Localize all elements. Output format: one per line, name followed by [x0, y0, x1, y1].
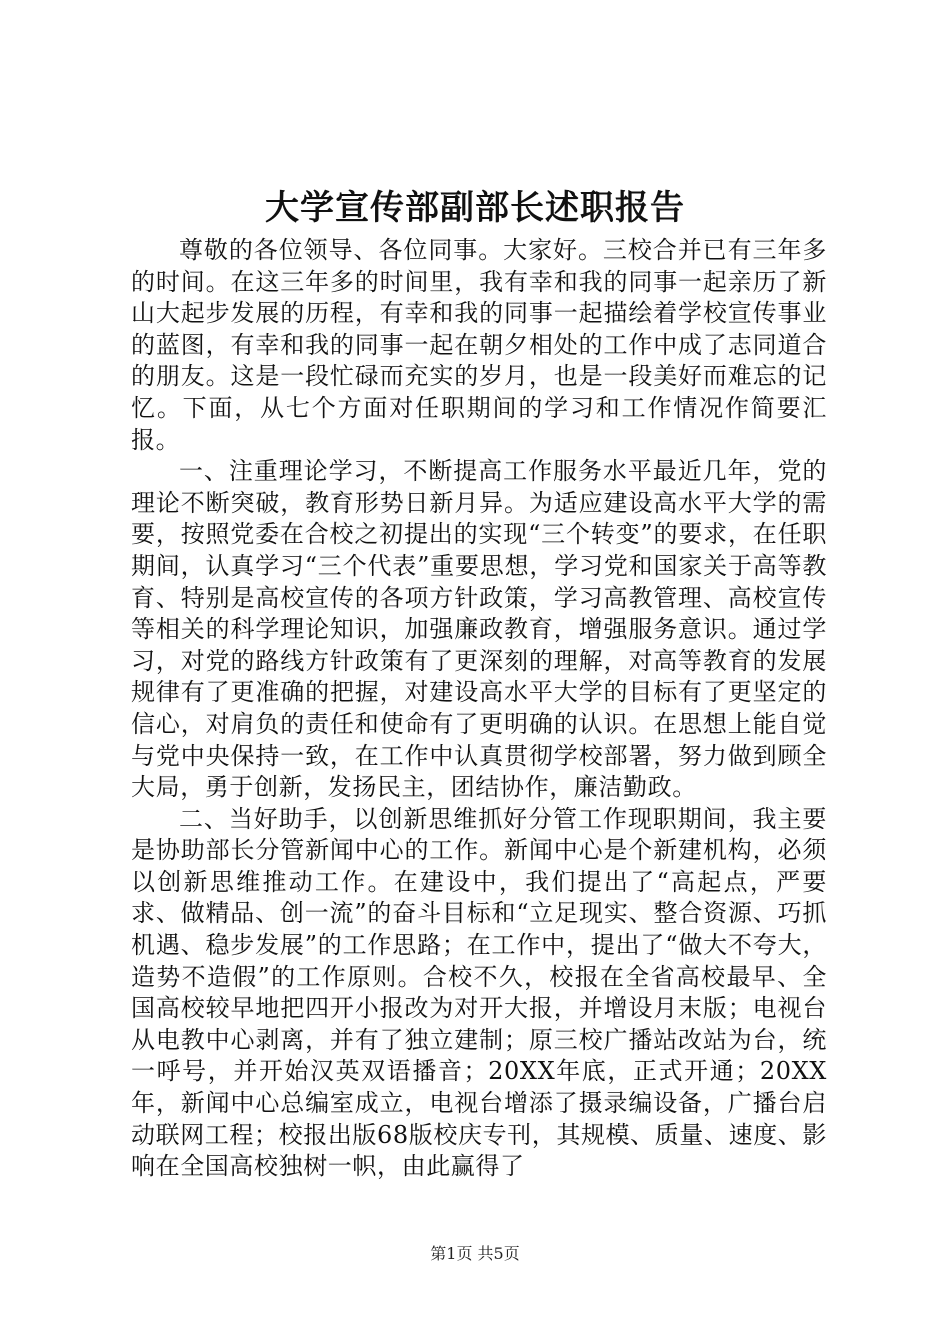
paragraph-assistant-work: 二、当好助手，以创新思维抓好分管工作现职期间，我主要是协助部长分管新闻中心的工作。新闻中心是个新建机构，必须以创新思维推动工作。在建设中，我们提出了“高起点，严要求、做精品、创一流”的奋斗目标和“立足现实、整合资源、巧抓机遇、稳步发展”的工作思路；在工作中，提出了“做大不夸大，造势不造假”的工作原则。合校不久，校报在全省高校最早、全国高校较早地把四开小报改为对开大报，并增设月末版；电视台从电教中心剥离，并有了独立建制；原三校广播站改站为台，统一呼号，并开始汉英双语播音；20XX年底，正式开通；20XX年，新闻中心总编室成立，电视台增添了摄录编设备，广播台启动联网工程；校报出版68版校庆专刊，其规模、质量、速度、影响在全国高校独树一帜，由此赢得了 — [131, 804, 827, 1181]
page-number-footer: 第1页 共5页 — [430, 1244, 520, 1263]
paragraph-theory-study: 一、注重理论学习，不断提高工作服务水平最近几年，党的理论不断突破，教育形势日新月异。为适应建设高水平大学的需要，按照党委在合校之初提出的实现“三个转变”的要求，在任职期间，认真学习“三个代表”重要思想，学习党和国家关于高等教育、特别是高校宣传的各项方针政策，学习高教管理、高校宣传等相关的科学理论知识，加强廉政教育，增强服务意识。通过学习，对党的路线方针政策有了更深刻的理解，对高等教育的发展规律有了更准确的把握，对建设高水平大学的目标有了更坚定的信心，对肩负的责任和使命有了更明确的认识。在思想上能自觉与党中央保持一致，在工作中认真贯彻学校部署，努力做到顾全大局，勇于创新，发扬民主，团结协作，廉洁勤政。 — [131, 457, 827, 802]
document-body — [131, 235, 827, 1183]
paragraph-greeting: 尊敬的各位领导、各位同事。大家好。三校合并已有三年多的时间。在这三年多的时间里，我有幸和我的同事一起亲历了新山大起步发展的历程，有幸和我的同事一起描绘着学校宣传事业的蓝图，有幸和我的同事一起在朝夕相处的工作中成了志同道合的朋友。这是一段忙碌而充实的岁月，也是一段美好而难忘的记忆。下面，从七个方面对任职期间的学习和工作情况作简要汇报。 — [131, 236, 827, 454]
document-title: 大学宣传部副部长述职报告 — [265, 188, 685, 228]
